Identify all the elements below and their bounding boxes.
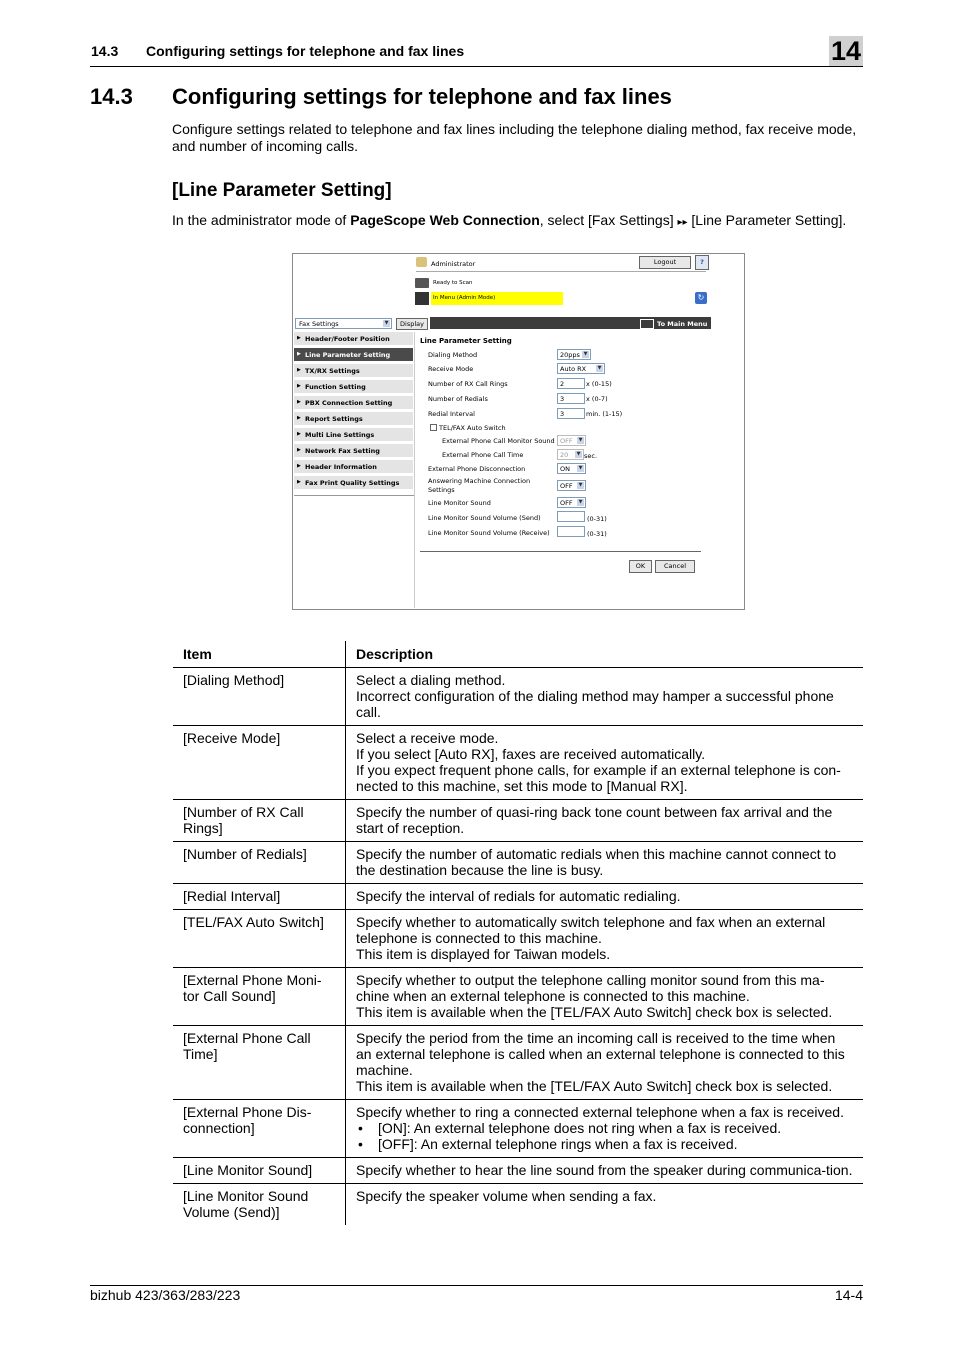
item-column-header: Item <box>173 641 346 668</box>
settings-description-table <box>173 641 863 1225</box>
chevron-down-icon: ▼ <box>384 320 389 326</box>
description-cell <box>346 1184 864 1226</box>
triangle-right-icon: ▶ <box>297 431 301 437</box>
ext-call-time-label: External Phone Call Time <box>442 451 524 459</box>
table-header-row <box>173 641 863 668</box>
category-select-value: Fax Settings <box>299 320 339 328</box>
description-cell <box>346 1158 864 1184</box>
scanner-icon <box>415 278 429 288</box>
nav-prefix: In the administrator mode of <box>172 212 351 228</box>
menu-item-line-parameter-setting[interactable] <box>294 348 413 363</box>
menu-item-fax-print-quality-settings[interactable] <box>294 476 413 491</box>
table-row <box>173 910 863 968</box>
ext-call-time-value: 20 <box>560 451 569 459</box>
ext-call-time-unit: sec. <box>584 452 598 460</box>
rx-call-rings-input[interactable] <box>557 378 585 389</box>
redial-interval-unit: min. (1-15) <box>586 410 623 418</box>
vol-send-unit: (0-31) <box>587 515 607 523</box>
triangle-right-icon: ▶ <box>297 463 301 469</box>
description-line: If you select [Auto RX], faxes are received automatically. <box>356 746 706 762</box>
item-cell: [Number of Redials] <box>173 842 346 884</box>
description-cell <box>346 1026 864 1100</box>
running-header-section-number: 14.3 <box>91 43 119 59</box>
ext-monitor-select[interactable] <box>557 435 586 446</box>
redial-interval-input[interactable] <box>557 408 585 419</box>
description-line: Select a receive mode. <box>356 730 499 746</box>
header-rule <box>90 66 863 67</box>
line-monitor-value: OFF <box>560 499 573 507</box>
item-cell: [Line Monitor Sound Volume (Send)] <box>173 1184 346 1226</box>
description-cell <box>346 842 864 884</box>
menu-item-label: Multi Line Settings <box>305 431 375 439</box>
nav-suffix: [Line Parameter Setting]. <box>687 212 847 228</box>
refresh-icon[interactable]: ↻ <box>695 292 707 304</box>
redial-interval-value: 3 <box>560 410 565 418</box>
triangle-right-icon: ▶ <box>297 335 301 341</box>
receive-mode-select[interactable] <box>557 363 605 374</box>
chevron-down-icon: ▼ <box>578 499 583 505</box>
answering-select[interactable] <box>557 480 586 491</box>
menu-item-label: Header/Footer Position <box>305 335 390 343</box>
menu-item-function-setting[interactable] <box>294 380 413 395</box>
redial-interval-label: Redial Interval <box>428 410 475 418</box>
menu-item-label: Fax Print Quality Settings <box>305 479 400 487</box>
chevron-down-icon: ▼ <box>578 437 583 443</box>
description-cell <box>346 800 864 842</box>
menu-item-label: TX/RX Settings <box>305 367 360 375</box>
panel-title: Line Parameter Setting <box>420 337 512 345</box>
ext-disconnect-label: External Phone Disconnection <box>428 465 526 473</box>
triangle-right-icon: ▶ <box>297 447 301 453</box>
table-row <box>173 1158 863 1184</box>
menu-item-pbx-connection-setting[interactable] <box>294 396 413 411</box>
description-cell <box>346 668 864 726</box>
menu-item-report-settings[interactable] <box>294 412 413 427</box>
main-menu-icon <box>640 319 654 329</box>
item-cell: [External Phone Dis-connection] <box>173 1100 346 1158</box>
line-monitor-select[interactable] <box>557 497 586 508</box>
display-button[interactable]: Display <box>396 318 428 330</box>
description-line: This item is displayed for Taiwan models. <box>356 946 611 962</box>
table-row <box>173 884 863 910</box>
ok-button[interactable]: OK <box>629 560 652 573</box>
table-row <box>173 668 863 726</box>
menu-item-label: Function Setting <box>305 383 366 391</box>
section-title: Configuring settings for telephone and fax lines <box>172 84 672 109</box>
item-cell: [External Phone Call Time] <box>173 1026 346 1100</box>
redials-unit: x (0-7) <box>586 395 608 403</box>
menu-item-multi-line-settings[interactable] <box>294 428 413 443</box>
description-line: Specify the speaker volume when sending a fax. <box>356 1188 657 1204</box>
menu-border <box>414 332 415 608</box>
line-monitor-label: Line Monitor Sound <box>428 499 491 507</box>
telfax-label: TEL/FAX Auto Switch <box>439 424 506 432</box>
description-line: Specify whether to automatically switch telephone and fax when an external telephone is connected to this machine. <box>356 914 826 946</box>
dialing-method-value: 20pps <box>560 351 580 359</box>
description-line: Specify the number of quasi-ring back tone count between fax arrival and the start of reception. <box>356 804 833 836</box>
description-line: Specify the number of automatic redials when this machine cannot connect to the destination because the line is busy. <box>356 846 837 878</box>
menu-item-tx-rx-settings[interactable] <box>294 364 413 379</box>
ext-monitor-value: OFF <box>560 437 573 445</box>
table-row <box>173 726 863 800</box>
description-line: Specify the interval of redials for automatic redialing. <box>356 888 681 904</box>
menu-divider <box>294 495 414 496</box>
table-row <box>173 1184 863 1226</box>
running-header-title: Configuring settings for telephone and fax lines <box>146 43 465 59</box>
description-cell <box>346 884 864 910</box>
subsection-title: [Line Parameter Setting] <box>172 180 392 201</box>
item-cell: [TEL/FAX Auto Switch] <box>173 910 346 968</box>
table-row <box>173 842 863 884</box>
item-cell: [External Phone Moni-tor Call Sound] <box>173 968 346 1026</box>
vol-send-input[interactable] <box>557 511 585 522</box>
table-row <box>173 1026 863 1100</box>
redials-label: Number of Redials <box>428 395 488 403</box>
admin-mode-icon <box>415 292 429 305</box>
triangle-right-icon: ▶ <box>297 399 301 405</box>
redials-input[interactable] <box>557 393 585 404</box>
table-row <box>173 1100 863 1158</box>
description-line: This item is available when the [TEL/FAX Auto Switch] check box is selected. <box>356 1078 833 1094</box>
table-row <box>173 968 863 1026</box>
description-cell <box>346 726 864 800</box>
status-ready: Ready to Scan <box>433 280 473 286</box>
item-cell: [Receive Mode] <box>173 726 346 800</box>
description-column-header: Description <box>356 646 434 662</box>
menu-item-label: Header Information <box>305 463 377 471</box>
section-number: 14.3 <box>90 84 133 109</box>
item-cell: [Line Monitor Sound] <box>173 1158 346 1184</box>
dialing-method-label: Dialing Method <box>428 351 478 359</box>
triangle-right-icon: ▶ <box>297 415 301 421</box>
description-cell <box>346 1100 864 1158</box>
ext-disconnect-value: ON <box>560 465 570 473</box>
table-row <box>173 800 863 842</box>
to-main-menu-link[interactable]: To Main Menu <box>657 320 708 328</box>
answering-label-1: Answering Machine Connection <box>428 477 531 485</box>
panel-divider <box>420 551 701 552</box>
chevron-down-icon: ▼ <box>578 482 583 488</box>
menu-item-header-information[interactable] <box>294 460 413 475</box>
description-cell <box>346 968 864 1026</box>
category-select[interactable] <box>295 318 392 329</box>
description-bullet: • [ON]: An external telephone does not ring when a fax is received. <box>356 1120 853 1136</box>
triangle-right-icon: ▶ <box>297 367 301 373</box>
footer-model: bizhub 423/363/283/223 <box>90 1287 241 1303</box>
rx-call-rings-label: Number of RX Call Rings <box>428 380 508 388</box>
rx-call-rings-unit: x (0-15) <box>586 380 612 388</box>
chevron-down-icon: ▼ <box>597 365 602 371</box>
chevron-down-icon: ▼ <box>578 465 583 471</box>
description-line: Specify whether to hear the line sound from the speaker during communica-tion. <box>356 1162 853 1178</box>
section-intro: Configure settings related to telephone and fax lines including the telephone dialing method, fax receive mode, and number of incoming calls. <box>172 121 857 154</box>
nav-app-name: PageScope Web Connection <box>350 212 540 228</box>
triangle-right-icon: ▶ <box>297 479 301 485</box>
description-line: Select a dialing method. <box>356 672 506 688</box>
triangle-right-icon: ▶ <box>297 351 301 357</box>
description-line: Specify whether to output the telephone calling monitor sound from this ma-chine when an external telephone is connected to this machine. <box>356 972 825 1004</box>
menu-item-header-footer-position[interactable] <box>294 332 413 347</box>
footer-page-number: 14-4 <box>834 1287 863 1303</box>
rx-call-rings-value: 2 <box>560 380 565 388</box>
cancel-button[interactable]: Cancel <box>655 560 695 573</box>
status-admin-mode: In Menu (Admin Mode) <box>433 295 496 301</box>
top-divider <box>416 271 706 272</box>
dialing-method-select[interactable] <box>557 349 591 360</box>
logout-button[interactable]: Logout <box>639 256 691 269</box>
description-line: Incorrect configuration of the dialing method may hamper a successful phone call. <box>356 688 834 720</box>
telfax-checkbox[interactable] <box>430 424 437 431</box>
footer-rule <box>90 1285 863 1286</box>
vol-receive-input[interactable] <box>557 526 585 537</box>
nav-middle: , select [Fax Settings] <box>539 212 678 228</box>
item-cell: [Dialing Method] <box>173 668 346 726</box>
menu-item-label: PBX Connection Setting <box>305 399 393 407</box>
item-cell: [Number of RX Call Rings] <box>173 800 346 842</box>
navigation-instructions <box>172 212 846 228</box>
item-cell: [Redial Interval] <box>173 884 346 910</box>
administrator-label: Administrator <box>431 260 476 268</box>
description-line: Specify the period from the time an incoming call is received to the time when an external telephone is called when an external telephone is connected to this machine. <box>356 1030 845 1078</box>
ext-call-time-select[interactable] <box>557 449 584 460</box>
description-line: This item is available when the [TEL/FAX Auto Switch] check box is selected. <box>356 1004 833 1020</box>
vol-receive-unit: (0-31) <box>587 530 607 538</box>
left-menu <box>293 332 414 495</box>
triangle-right-icon: ▶ <box>297 383 301 389</box>
menu-item-label: Network Fax Setting <box>305 447 380 455</box>
receive-mode-value: Auto RX <box>560 365 587 373</box>
chevron-down-icon: ▼ <box>583 351 588 357</box>
chapter-number: 14 <box>830 36 862 66</box>
vol-receive-label: Line Monitor Sound Volume (Receive) <box>428 529 550 537</box>
ext-disconnect-select[interactable] <box>557 463 586 474</box>
description-line: If you expect frequent phone calls, for example if an external telephone is con-nected to this machine, set this mode to [Manual RX]. <box>356 762 841 794</box>
nav-arrow-icon: ▸▸ <box>677 217 688 228</box>
description-cell <box>346 910 864 968</box>
receive-mode-label: Receive Mode <box>428 365 474 373</box>
ext-monitor-label: External Phone Call Monitor Sound <box>442 437 555 445</box>
answering-label-2: Settings <box>428 486 455 494</box>
vol-send-label: Line Monitor Sound Volume (Send) <box>428 514 541 522</box>
description-line: Specify whether to ring a connected external telephone when a fax is received. <box>356 1104 844 1120</box>
menu-item-label: Line Parameter Setting <box>305 351 391 359</box>
help-icon[interactable]: ? <box>695 255 709 270</box>
web-connection-screenshot <box>292 253 745 610</box>
description-bullet: • [OFF]: An external telephone rings when a fax is received. <box>356 1136 853 1152</box>
answering-value: OFF <box>560 482 573 490</box>
redials-value: 3 <box>560 395 565 403</box>
menu-item-label: Report Settings <box>305 415 363 423</box>
administrator-icon <box>416 257 427 267</box>
chevron-down-icon: ▼ <box>576 451 581 457</box>
menu-item-network-fax-setting[interactable] <box>294 444 413 459</box>
